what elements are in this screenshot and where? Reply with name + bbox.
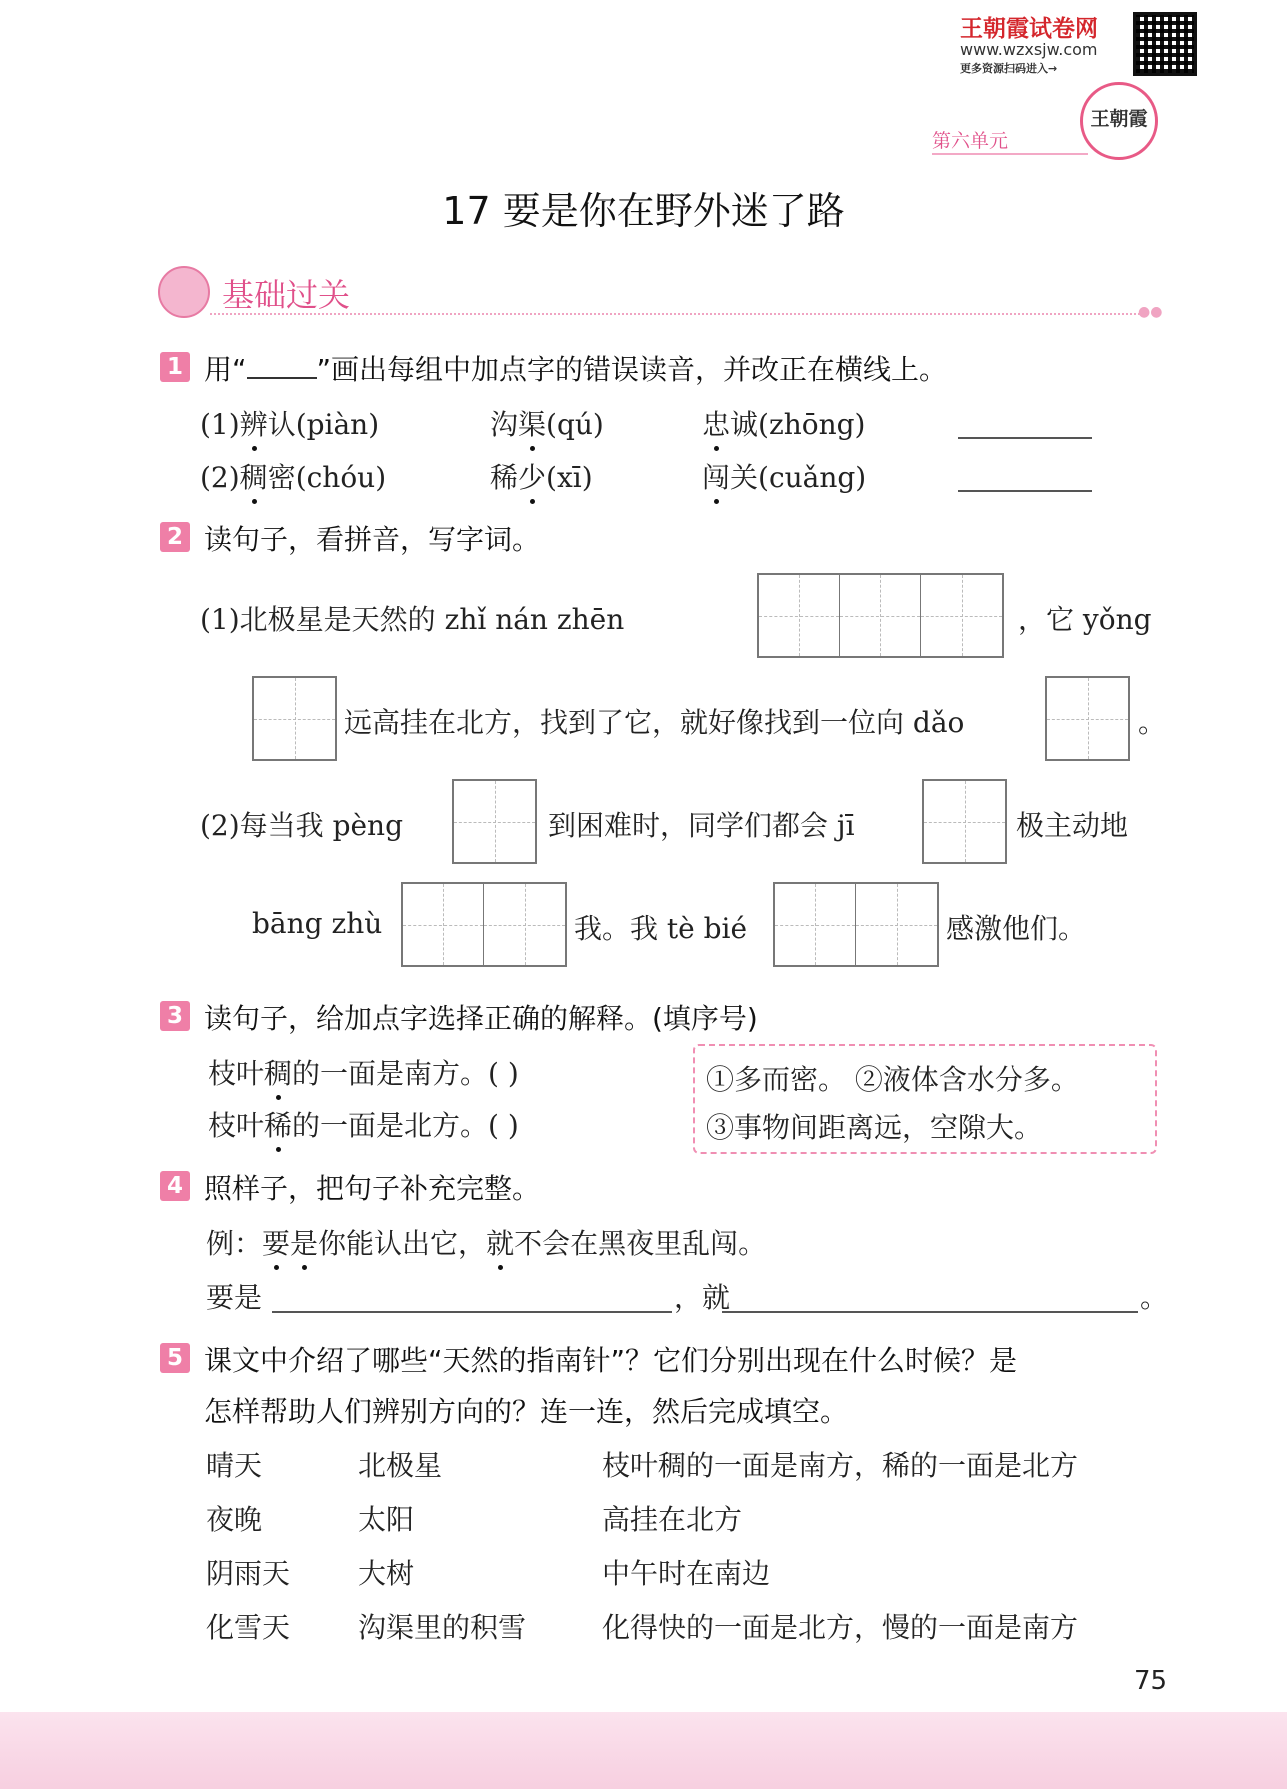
q2-s2b: 到困难时，同学们都会 jī: [548, 809, 855, 842]
dotted-char: 就: [486, 1227, 515, 1260]
q2-s1c: 远高挂在北方，找到了它，就好像找到一位向 dǎo: [344, 706, 965, 739]
option-line-2: ③事物间距离远，空隙大。: [706, 1111, 1043, 1144]
word-pinyin: 认(piàn): [267, 408, 380, 441]
word-pinyin: (qú): [546, 408, 604, 441]
decor-dots-icon: ●●: [1138, 304, 1163, 320]
question-1-text-a: 用“: [204, 353, 247, 386]
q5-row-2-method[interactable]: 高挂在北方: [602, 1503, 743, 1536]
q1-row-2: [200, 456, 386, 496]
char: 稀: [490, 461, 519, 494]
question-1-text: [204, 348, 947, 388]
word-pinyin: 关(cuǎng): [730, 461, 867, 494]
writing-grid-bangzhu[interactable]: [401, 882, 567, 967]
footer-band: [0, 1712, 1287, 1789]
question-1-text-b: ”画出每组中加点字的错误读音，并改正在横线上。: [316, 353, 948, 386]
question-number-4: 4: [160, 1171, 190, 1201]
item-number: (1): [200, 408, 240, 441]
brand-url: www.wzxsjw.com: [960, 40, 1098, 59]
answer-line-1[interactable]: [958, 437, 1092, 439]
q4-example: [206, 1222, 766, 1262]
question-5-text-1: 课文中介绍了哪些“天然的指南针”？它们分别出现在什么时候？是: [204, 1344, 1018, 1377]
dotted-char: 少: [518, 461, 547, 494]
brand-name: 王朝霞试卷网: [960, 16, 1098, 42]
q2-s2e: 我。我 tè bié: [574, 912, 748, 945]
question-number-2: 2: [160, 522, 190, 552]
word-pinyin: 诚(zhōng): [730, 408, 866, 441]
avatar-icon: [158, 266, 210, 318]
page-title: 17 要是你在野外迷了路: [442, 189, 845, 233]
answer-paren[interactable]: 的一面是北方。( ): [292, 1109, 519, 1142]
q5-row-4-compass[interactable]: 沟渠里的积雪: [358, 1611, 527, 1644]
writing-grid-dao[interactable]: [1045, 676, 1130, 761]
text: 你能认出它，: [318, 1227, 487, 1260]
dotted-char: 要: [262, 1227, 291, 1260]
q5-row-1-compass[interactable]: 北极星: [358, 1449, 443, 1482]
q5-row-2-time[interactable]: 夜晚: [206, 1503, 263, 1536]
question-5-text-2: 怎样帮助人们辨别方向的？连一连，然后完成填空。: [204, 1395, 849, 1428]
dotted-char: 渠: [518, 408, 547, 441]
q1-row-1-b: [490, 403, 604, 443]
q1-row-1: [200, 403, 379, 443]
text: 不会在黑夜里乱闯。: [514, 1227, 767, 1260]
page-number: 75: [1134, 1666, 1168, 1696]
dotted-char: 辨: [239, 408, 268, 441]
dotted-char: 忠: [702, 408, 731, 441]
answer-paren[interactable]: 的一面是南方。( ): [292, 1057, 519, 1090]
writing-grid-tebie[interactable]: [773, 882, 939, 967]
qr-code-icon: [1133, 12, 1197, 76]
q5-row-3-time[interactable]: 阴雨天: [206, 1557, 291, 1590]
q2-s2a: (2)每当我 pèng: [200, 809, 404, 842]
dotted-char: 稠: [264, 1057, 293, 1090]
q3-sentence-2: [208, 1104, 519, 1144]
writing-grid-ji[interactable]: [922, 779, 1007, 864]
fill-line-b[interactable]: [722, 1311, 1138, 1313]
dotted-char: 闯: [702, 461, 731, 494]
brand-note: 更多资源扫码进入→: [960, 62, 1058, 75]
q2-s1d: 。: [1138, 706, 1167, 739]
word-pinyin: (xī): [546, 461, 593, 494]
option-line-1: ①多而密。 ②液体含水分多。: [706, 1063, 1079, 1096]
q5-row-4-method[interactable]: 化得快的一面是北方，慢的一面是南方: [602, 1611, 1079, 1644]
dotted-char: 稠: [239, 461, 268, 494]
example-label: 例：: [206, 1227, 263, 1260]
question-2-text: 读句子，看拼音，写字词。: [204, 523, 541, 556]
q1-row-2-c: [702, 456, 866, 496]
writing-grid-yong[interactable]: [252, 676, 337, 761]
section-divider: [210, 313, 1140, 315]
q5-row-3-method[interactable]: 中午时在南边: [602, 1557, 771, 1590]
question-3-text: 读句子，给加点字选择正确的解释。(填序号): [204, 1002, 758, 1035]
q4-fill-c: 。: [1140, 1281, 1169, 1314]
seal-logo: 王朝霞: [1080, 82, 1158, 160]
dotted-char: 是: [290, 1227, 319, 1260]
text: 枝叶: [208, 1109, 265, 1142]
q1-row-2-b: [490, 456, 593, 496]
q4-fill-a: 要是: [206, 1281, 263, 1314]
q1-row-1-c: [702, 403, 865, 443]
char: 沟: [490, 408, 519, 441]
q5-row-1-method[interactable]: 枝叶稠的一面是南方，稀的一面是北方: [602, 1449, 1079, 1482]
q2-s2d: bāng zhù: [252, 907, 383, 940]
q5-row-3-compass[interactable]: 大树: [358, 1557, 415, 1590]
writing-grid-zhinanzhen[interactable]: [757, 573, 1004, 658]
text: 枝叶: [208, 1057, 265, 1090]
q2-s2f: 感激他们。: [946, 912, 1087, 945]
dotted-char: 稀: [264, 1109, 293, 1142]
underline-sample: [247, 353, 317, 379]
question-number-3: 3: [160, 1001, 190, 1031]
unit-tag: 第六单元: [932, 126, 1088, 155]
answer-line-2[interactable]: [958, 490, 1092, 492]
q5-row-2-compass[interactable]: 太阳: [358, 1503, 415, 1536]
q2-s1b: ，它 yǒng: [1018, 603, 1152, 636]
q2-s2c: 极主动地: [1016, 809, 1129, 842]
question-number-5: 5: [160, 1343, 190, 1373]
question-number-1: 1: [160, 352, 190, 382]
q2-s1a: (1)北极星是天然的 zhǐ nán zhēn: [200, 603, 625, 636]
writing-grid-peng[interactable]: [452, 779, 537, 864]
question-4-text: 照样子，把句子补充完整。: [204, 1172, 541, 1205]
q4-fill-b: ，就: [674, 1281, 731, 1314]
fill-line-a[interactable]: [272, 1311, 672, 1313]
word-pinyin: 密(chóu): [267, 461, 387, 494]
q3-sentence-1: [208, 1052, 519, 1092]
q5-row-1-time[interactable]: 晴天: [206, 1449, 263, 1482]
q5-row-4-time[interactable]: 化雪天: [206, 1611, 291, 1644]
item-number: (2): [200, 461, 240, 494]
section-label: 基础过关: [222, 276, 351, 314]
